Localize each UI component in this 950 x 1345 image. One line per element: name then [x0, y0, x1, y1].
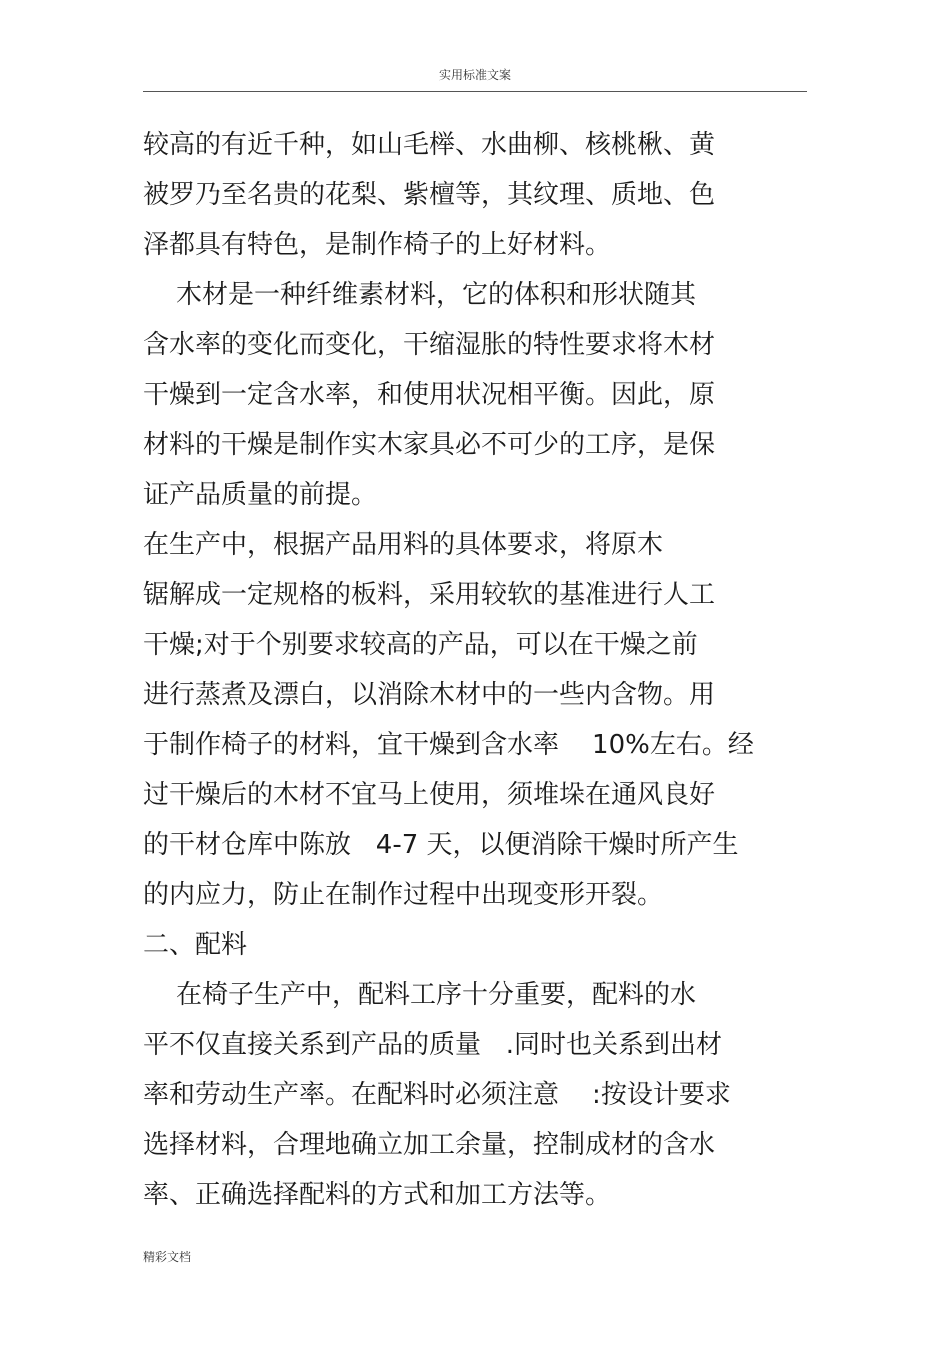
- text-line: 泽都具有特色，是制作椅子的上好材料。: [143, 230, 612, 260]
- text-line: 含水率的变化而变化，干缩湿胀的特性要求将木材: [143, 330, 716, 360]
- text-line: 进行蒸煮及漂白，以消除木材中的一些内含物。用: [143, 680, 716, 710]
- text-line: 干燥;对于个别要求较高的产品，可以在干燥之前: [143, 630, 698, 660]
- text-line: 证产品质量的前提。: [143, 480, 378, 510]
- page-footer: 精彩文档: [143, 1250, 192, 1264]
- text-line: 率和劳动生产率。在配料时必须注意 :按设计要求: [143, 1080, 731, 1110]
- text-line: 的干材仓库中陈放 4-7 天，以便消除干燥时所产生: [143, 830, 739, 860]
- text-line: 材料的干燥是制作实木家具必不可少的工序，是保: [143, 430, 716, 460]
- page-header: 实用标准文案: [438, 68, 511, 82]
- text-line: 在生产中，根据产品用料的具体要求，将原木: [143, 530, 664, 560]
- text-line: 木材是一种纤维素材料，它的体积和形状随其: [143, 280, 697, 310]
- text-line: 被罗乃至名贵的花梨、紫檀等，其纹理、质地、色: [143, 180, 716, 210]
- text-line: 较高的有近千种，如山毛榉、水曲柳、核桃楸、黄: [143, 130, 716, 160]
- text-line: 的内应力，防止在制作过程中出现变形开裂。: [143, 880, 664, 910]
- text-line: 过干燥后的木材不宜马上使用，须堆垛在通风良好: [143, 780, 716, 810]
- text-line: 在椅子生产中，配料工序十分重要，配料的水: [143, 980, 697, 1010]
- section-heading: 二、配料: [143, 930, 248, 960]
- text-line: 锯解成一定规格的板料，采用较软的基准进行人工: [143, 580, 716, 610]
- text-line: 于制作椅子的材料，宜干燥到含水率 10%左右。经: [143, 730, 754, 760]
- text-line: 率、正确选择配料的方式和加工方法等。: [143, 1180, 612, 1210]
- text-line: 选择材料，合理地确立加工余量，控制成材的含水: [143, 1130, 716, 1160]
- header-rule: [143, 91, 807, 92]
- text-line: 干燥到一定含水率，和使用状况相平衡。因此，原: [143, 380, 716, 410]
- text-line: 平不仅直接关系到产品的质量 .同时也关系到出材: [143, 1030, 723, 1060]
- body-text: [143, 120, 803, 1220]
